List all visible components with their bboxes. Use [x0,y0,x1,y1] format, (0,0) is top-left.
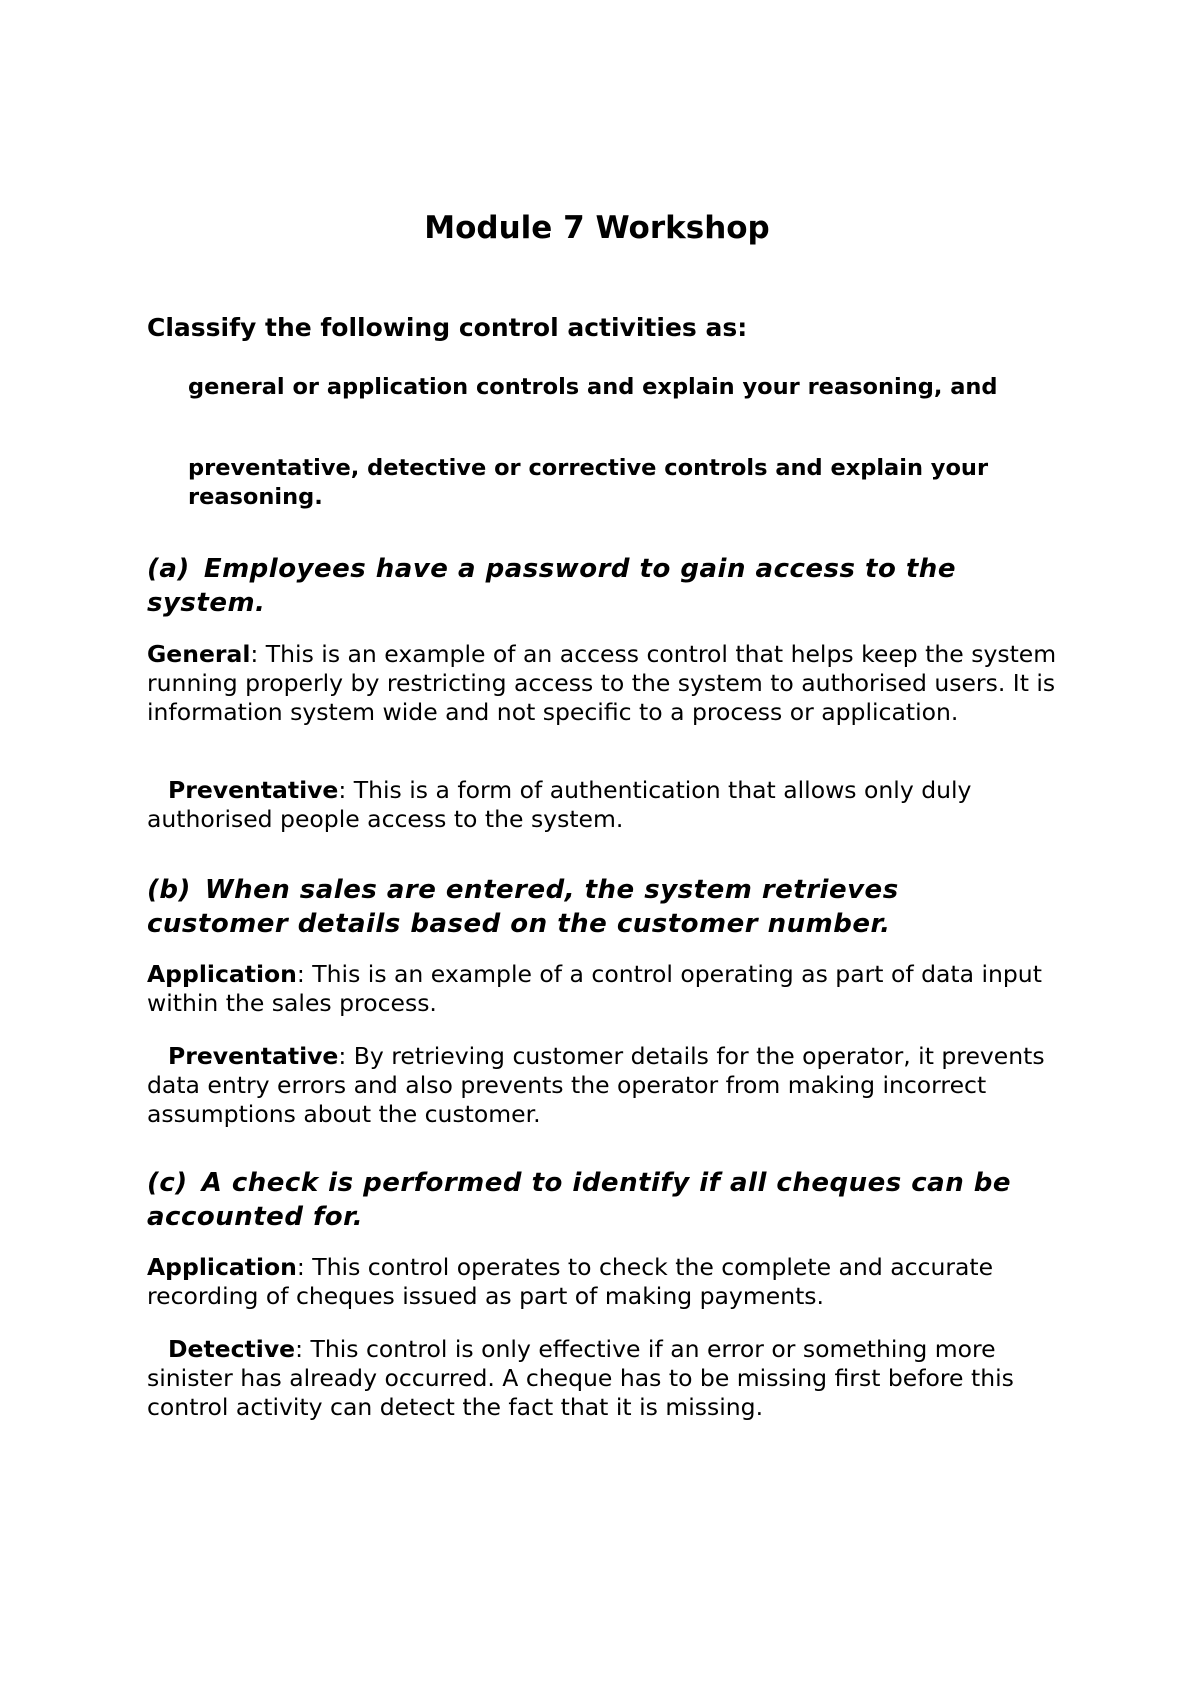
answer-a-text-2: : This is a form of authentication that allows only duly authorised people access to the system. [147,776,972,833]
answer-b-classification-2 [147,1042,1067,1129]
answer-c-term-2: Detective [168,1335,296,1363]
answer-a-classification-2 [147,776,1067,834]
answer-b-classification-1 [147,960,1067,1018]
question-a-text: Employees have a password to gain access to the system. [147,554,956,618]
question-b-text: When sales are entered, the system retrieves customer details based on the customer number. [147,875,899,939]
question-c-heading [147,1166,1047,1234]
answer-b-term-1: Application [147,960,297,988]
answer-c-text-1: : This control operates to check the complete and accurate recording of cheques issued as part of making payments. [147,1253,994,1310]
question-a-heading [147,552,1047,620]
answer-a-term-1: General [147,640,251,668]
answer-a-term-2: Preventative [168,776,339,804]
question-c-label: (c) [147,1168,188,1198]
instructions-intro: Classify the following control activities as: [147,313,748,342]
answer-a-text-1: : This is an example of an access control that helps keep the system running properly by restricting access to the system to authorised users. It is information system wide and not specific to a process or application. [147,640,1057,726]
answer-c-classification-2 [147,1335,1067,1422]
question-b-heading [147,873,1047,941]
answer-b-term-2: Preventative [168,1042,339,1070]
question-a-label: (a) [147,554,190,584]
criterion-preventative-detective: preventative, detective or corrective controls and explain your reasoning. [188,455,989,510]
answer-b-text-1: : This is an example of a control operating as part of data input within the sales process. [147,960,1042,1017]
answer-c-term-1: Application [147,1253,297,1281]
criterion-general-application: general or application controls and explain your reasoning, and [188,374,998,400]
document-title: Module 7 Workshop [424,210,770,246]
answer-c-text-2: : This control is only effective if an error or something more sinister has already occurred. A cheque has to be missing first before this control activity can detect the fact that it is missing. [147,1335,1014,1421]
answer-b-text-2: : By retrieving customer details for the operator, it prevents data entry errors and also prevents the operator from making incorrect assumptions about the customer. [147,1042,1045,1128]
answer-c-classification-1 [147,1253,1067,1311]
answer-a-classification-1 [147,640,1067,727]
question-b-label: (b) [147,875,191,905]
question-c-text: A check is performed to identify if all cheques can be accounted for. [147,1168,1012,1232]
